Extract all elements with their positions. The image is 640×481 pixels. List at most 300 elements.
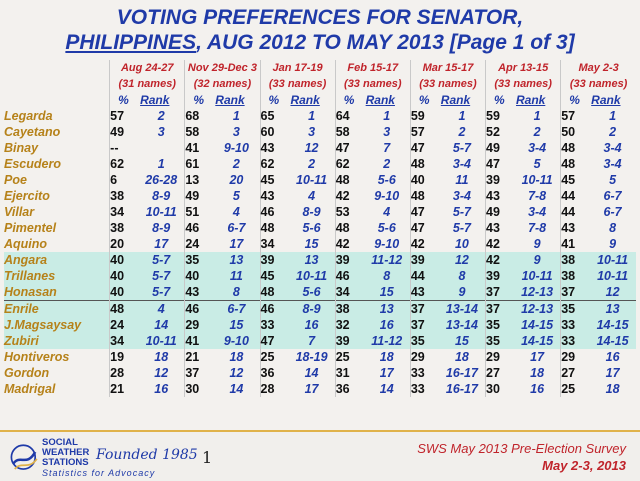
period-names-count: (33 names) [335,76,410,92]
rank-cell: 6-7 [603,189,622,203]
rank-cell: 8-9 [152,189,171,203]
senator-name: Binay [4,141,39,155]
rank-cell: 6-7 [227,221,246,235]
percent-cell: 38 [335,301,363,318]
rank-cell: 3-4 [528,141,547,155]
percent-cell: 45 [260,268,288,284]
percent-cell: 33 [561,333,589,349]
pct-header: % [410,92,438,108]
percent-cell: 43 [260,188,288,204]
percent-cell: 37 [185,365,213,381]
rank-cell: 2 [383,157,391,171]
percent-cell: 46 [260,204,288,220]
rank-cell: 26-28 [145,173,178,187]
percent-cell: 40 [110,252,138,268]
percent-cell: 39 [260,252,288,268]
rank-cell: 8-9 [288,301,335,318]
rank-cell: 16 [288,317,335,333]
percent-cell: 39 [486,268,514,284]
percent-cell: 37 [486,284,514,301]
rank-cell: 9-10 [213,333,260,349]
senator-name: Madrigal [4,382,56,396]
pct-header: % [335,92,363,108]
rank-header: Rank [591,92,621,107]
rank-cell: 16 [605,350,620,364]
percent-cell: 34 [110,333,138,349]
rank-cell: 10-11 [138,333,185,349]
rank-cell: 16 [364,317,411,333]
rank-cell: 8 [439,268,486,284]
percent-cell: 62 [110,156,138,172]
percent-cell: 33 [410,381,438,397]
rank-cell: 5-7 [452,205,471,219]
percent-cell: 41 [185,140,213,156]
rank-cell: 5-6 [288,284,335,301]
percent-cell: 27 [486,365,514,381]
percent-cell: 48 [260,220,288,236]
percent-cell: 42 [335,236,363,252]
table-row [4,108,636,124]
rank-cell: 3 [308,125,316,139]
percent-cell: 38 [110,220,138,236]
percent-cell: 52 [486,124,514,140]
rank-cell: 18-19 [295,350,328,364]
percent-cell: 34 [110,204,138,220]
rank-cell: 15 [364,284,411,301]
rank-cell: 1 [458,109,466,123]
table-row [4,140,636,156]
percent-cell: 68 [185,108,213,124]
percent-cell: 39 [486,172,514,188]
percent-cell: 35 [486,333,514,349]
senator-name: Pimentel [4,221,57,235]
percent-cell: 27 [561,365,589,381]
period-names-count: (32 names) [185,76,260,92]
percent-cell: 49 [110,124,138,140]
percent-cell: 50 [561,124,589,140]
rank-cell: 1 [609,109,617,123]
rank-cell: 14-15 [514,333,561,349]
rank-cell: 9-10 [374,189,400,203]
rank-cell: 3-4 [603,141,622,155]
percent-cell: 49 [486,140,514,156]
percent-cell: 40 [185,268,213,284]
percent-cell: 35 [185,252,213,268]
rank-cell: 14-15 [514,317,561,333]
title-range: , AUG 2012 TO MAY 2013 [Page 1 of 3] [196,31,575,54]
table-row [4,301,636,318]
senator-name: Poe [4,173,27,187]
percent-cell: 53 [335,204,363,220]
period-names-count: (31 names) [110,76,185,92]
survey-info [417,440,626,474]
rank-cell: 9 [533,237,541,251]
rank-cell: 15 [213,317,260,333]
rank-cell: 9 [514,252,561,268]
rank-cell: 18 [454,350,469,364]
senator-name: Ejercito [4,189,50,203]
percent-cell: 47 [260,333,288,349]
table-row [4,349,636,365]
rank-cell: 12-13 [514,301,561,318]
percent-cell: 62 [335,156,363,172]
rank-cell: 14 [138,317,185,333]
percent-cell: 29 [486,349,514,365]
percent-cell: 43 [486,220,514,236]
rank-cell: 13 [213,252,260,268]
percent-cell: 48 [260,284,288,301]
percent-cell: 37 [410,301,438,318]
rank-cell: 2 [232,157,240,171]
senator-name: Gordon [4,366,50,380]
rank-cell: 11-12 [364,252,411,268]
rank-cell: 11 [455,173,469,187]
pct-header: % [185,92,213,108]
percent-cell: -- [110,140,138,156]
table-row [4,236,636,252]
rank-cell: 2 [157,109,165,123]
percent-cell: 40 [410,172,438,188]
title-line-2 [0,31,640,55]
rank-header: Rank [365,92,395,107]
percent-cell: 34 [335,284,363,301]
rank-cell: 15 [304,237,319,251]
percent-cell: 25 [561,381,589,397]
percent-cell: 49 [185,188,213,204]
table-row [4,333,636,349]
survey-title: SWS May 2013 Pre-Election Survey [417,441,626,456]
percent-cell: 39 [410,252,438,268]
rank-cell: 5 [609,173,617,187]
percent-cell: 38 [561,268,589,284]
period-label: Apr 13-15 [486,60,561,76]
rank-cell: 18 [530,366,545,380]
percent-cell: 35 [561,301,589,318]
rank-cell: 12 [304,141,319,155]
rank-cell: 3-4 [452,189,471,203]
percent-cell: 46 [185,301,213,318]
rank-cell: 17 [154,237,169,251]
rank-cell: 10-11 [145,205,177,219]
percent-cell: 58 [185,124,213,140]
table-row [4,220,636,236]
rank-cell: 16 [154,382,169,396]
percent-cell: 44 [561,188,589,204]
percent-cell: 34 [260,236,288,252]
percent-cell: 35 [486,317,514,333]
percent-cell: 33 [410,365,438,381]
rank-cell: 13 [589,301,636,318]
percent-cell: 30 [486,381,514,397]
rank-cell: 18 [379,350,394,364]
page-number: 1 [202,448,213,467]
percent-cell: 29 [185,317,213,333]
senator-name: J.Magsaysay [4,317,110,333]
rank-cell: 18 [229,350,244,364]
rank-cell: 14 [229,382,244,396]
rank-cell: 3 [383,125,391,139]
percent-cell: 38 [110,188,138,204]
percent-cell: 47 [410,220,438,236]
percent-cell: 35 [410,333,438,349]
rank-cell: 10-11 [521,173,553,187]
table-row [4,252,636,268]
percent-cell: 48 [561,156,589,172]
pct-header: % [260,92,288,108]
percent-cell: 59 [410,108,438,124]
senator-preferences-table [4,60,636,397]
period-label: May 2-3 [561,60,636,76]
senator-name: Hontiveros [4,350,70,364]
percent-cell: 44 [410,268,438,284]
period-label: Mar 15-17 [410,60,485,76]
senator-name: Enrile [4,301,110,318]
percent-cell: 57 [561,108,589,124]
percent-cell: 49 [486,204,514,220]
rank-cell: 17 [379,366,394,380]
rank-header: Rank [440,92,471,107]
percent-cell: 37 [410,317,438,333]
rank-cell: 7 [288,333,335,349]
table-row [4,204,636,220]
rank-cell: 1 [232,109,240,123]
table-row [4,124,636,140]
rank-cell: 7-8 [528,189,547,203]
pct-header: % [561,92,589,108]
percent-cell: 43 [486,188,514,204]
period-names-count: (33 names) [486,76,561,92]
percent-cell: 57 [410,124,438,140]
percent-cell: 28 [260,381,288,397]
percent-cell: 42 [486,252,514,268]
percent-cell: 46 [260,301,288,318]
rank-cell: 5-6 [377,221,396,235]
founded-label: Founded 1985 [96,447,198,463]
percent-cell: 41 [561,236,589,252]
percent-cell: 43 [260,140,288,156]
rank-cell: 7-8 [528,221,547,235]
rank-cell: 2 [533,125,541,139]
percent-cell: 42 [410,236,438,252]
percent-cell: 42 [335,188,363,204]
percent-cell: 31 [335,365,363,381]
rank-cell: 13 [288,252,335,268]
senator-name: Legarda [4,109,53,123]
rank-cell: 9-10 [223,141,249,155]
percent-cell: 45 [561,172,589,188]
senator-name: Honasan [4,284,110,301]
percent-cell: 30 [185,381,213,397]
rank-cell: 4 [308,189,316,203]
rank-cell: 1 [157,157,165,171]
percent-cell: 47 [335,140,363,156]
table-row [4,365,636,381]
rank-cell: 8 [364,268,411,284]
percent-cell: 13 [185,172,213,188]
rank-cell: 16-17 [445,382,478,396]
rank-cell: 12 [439,252,486,268]
rank-cell: 10-11 [514,268,561,284]
percent-cell: 46 [185,220,213,236]
rank-cell: 14 [304,366,319,380]
percent-cell: 24 [185,236,213,252]
pct-header: % [486,92,514,108]
percent-cell: 40 [110,268,138,284]
percent-cell: 48 [110,301,138,318]
title-country: PHILIPPINES [65,31,197,54]
title-line-1: VOTING PREFERENCES FOR SENATOR, [116,6,524,29]
rank-cell: 13 [364,301,411,318]
rank-cell: 14 [379,382,394,396]
percent-cell: 36 [335,381,363,397]
rank-cell: 8-9 [302,205,321,219]
rank-cell: 12-13 [514,284,561,301]
rank-cell: 3 [157,125,165,139]
rank-cell: 9-10 [374,237,400,251]
rank-cell: 1 [383,109,391,123]
period-label: Nov 29-Dec 3 [185,60,260,76]
rank-cell: 10-11 [589,252,636,268]
period-names-count: (33 names) [561,76,636,92]
rank-cell: 18 [605,382,620,396]
rank-cell: 7 [383,141,391,155]
percent-cell: 48 [335,172,363,188]
percent-cell: 38 [561,252,589,268]
senator-name: Zubiri [4,333,110,349]
rank-cell: 4 [383,205,391,219]
percent-cell: 36 [260,365,288,381]
rank-cell: 10 [454,237,469,251]
rank-header: Rank [140,92,170,107]
rank-cell: 6-7 [213,301,260,318]
percent-cell: 39 [335,333,363,349]
period-label: Jan 17-19 [260,60,335,76]
percent-cell: 20 [110,236,138,252]
rank-cell: 17 [229,237,244,251]
rank-cell: 20 [229,173,244,187]
percent-cell: 6 [110,172,138,188]
percent-cell: 51 [185,204,213,220]
rank-cell: 4 [232,205,240,219]
rank-header: Rank [215,92,245,107]
rank-cell: 16 [530,382,545,396]
rank-cell: 17 [304,382,319,396]
period-names-count: (33 names) [260,76,335,92]
percent-cell: 60 [260,124,288,140]
senator-name: Cayetano [4,125,61,139]
rank-cell: 9 [609,237,617,251]
rank-cell: 3-4 [528,205,547,219]
percent-cell: 25 [260,349,288,365]
rank-cell: 4 [138,301,185,318]
period-names-count: (33 names) [410,76,485,92]
rank-cell: 5-7 [138,268,185,284]
table-row [4,172,636,188]
percent-cell: 37 [486,301,514,318]
rank-cell: 15 [439,333,486,349]
rank-cell: 10-11 [296,173,328,187]
rank-cell: 10-11 [288,268,335,284]
rank-cell: 1 [533,109,541,123]
percent-cell: 57 [110,108,138,124]
percent-cell: 21 [185,349,213,365]
rank-cell: 5-7 [138,284,185,301]
percent-cell: 48 [561,140,589,156]
survey-dates: May 2-3, 2013 [542,458,626,473]
period-label: Feb 15-17 [335,60,410,76]
rank-cell: 9 [439,284,486,301]
percent-cell: 64 [335,108,363,124]
percent-cell: 29 [561,349,589,365]
rank-cell: 14-15 [589,317,636,333]
table-row [4,268,636,284]
rank-cell: 8 [609,221,617,235]
rank-cell: 8 [213,284,260,301]
percent-cell: 59 [486,108,514,124]
rank-cell: 2 [609,125,617,139]
rank-header: Rank [290,92,320,107]
rank-cell: 5-7 [452,141,471,155]
rank-cell: 18 [154,350,169,364]
percent-cell: 40 [110,284,138,301]
rank-cell: 14-15 [589,333,636,349]
rank-cell: 5-7 [138,252,185,268]
percent-cell: 48 [335,220,363,236]
percent-cell: 29 [410,349,438,365]
percent-cell: 62 [260,156,288,172]
rank-cell: 6-7 [603,205,622,219]
rank-cell: 11-12 [364,333,411,349]
rank-cell: 3 [232,125,240,139]
senator-name: Aquino [4,237,48,251]
table-row [4,188,636,204]
percent-cell: 39 [335,252,363,268]
rank-cell: 17 [530,350,545,364]
rank-cell: 5-6 [302,221,321,235]
table-row [4,156,636,172]
percent-cell: 32 [335,317,363,333]
sws-logo-text: SOCIAL WEATHER STATIONS [42,437,90,468]
percent-cell: 47 [486,156,514,172]
rank-cell: 2 [458,125,466,139]
percent-cell: 43 [561,220,589,236]
percent-cell: 48 [410,156,438,172]
rank-header: Rank [515,92,546,107]
percent-cell: 47 [410,140,438,156]
table-row [4,317,636,333]
rank-cell: 11 [213,268,260,284]
rank-cell: 17 [605,366,620,380]
percent-cell: 61 [185,156,213,172]
percent-cell: 19 [110,349,138,365]
rank-cell: 5-7 [452,221,471,235]
rank-cell: 13-14 [439,301,486,318]
rank-cell: 3-4 [452,157,471,171]
rank-cell: 5 [533,157,541,171]
period-label: Aug 24-27 [110,60,185,76]
rank-cell: 3-4 [603,157,622,171]
rank-cell: 12 [229,366,244,380]
table-row [4,284,636,301]
sws-logo-icon [8,441,42,475]
rank-cell: 16-17 [445,366,478,380]
percent-cell: 58 [335,124,363,140]
percent-cell: 37 [561,284,589,301]
percent-cell: 41 [185,333,213,349]
rank-cell [138,140,185,156]
rank-cell: 2 [308,157,316,171]
rank-cell: 12 [154,366,169,380]
